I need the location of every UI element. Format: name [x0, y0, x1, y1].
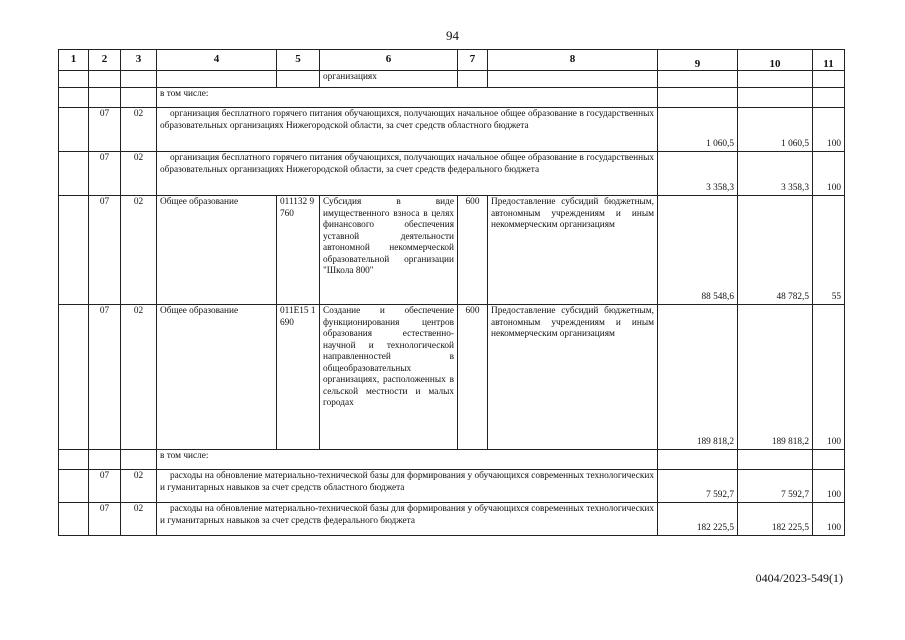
col-header: 9: [658, 50, 738, 71]
cell-expense-name: Предоставление субсидий бюджетным, автономным учреждениям и иным некоммерческим организациям: [488, 196, 658, 305]
cell-section: 07: [89, 152, 121, 196]
cell-executed: 182 225,5: [738, 503, 813, 536]
cell-executed: 189 818,2: [738, 305, 813, 450]
cell-planned: 182 225,5: [658, 503, 738, 536]
cell-planned: 88 548,6: [658, 196, 738, 305]
cell-planned: 1 060,5: [658, 108, 738, 152]
cell-executed: 7 592,7: [738, 470, 813, 503]
budget-table: [58, 49, 845, 536]
cell-planned: 7 592,7: [658, 470, 738, 503]
cell-section: 07: [89, 196, 121, 305]
cell-description: организациях: [320, 71, 458, 88]
col-header: 1: [59, 50, 89, 71]
cell-description: организация бесплатного горячего питания обучающихся, получающих начальное общее образование в государственных образовательных организациях Нижегородской области, за счет средств областного бюджета: [157, 108, 658, 152]
cell-subsection: 02: [121, 152, 157, 196]
col-header: 8: [488, 50, 658, 71]
cell-percent: 100: [813, 305, 845, 450]
cell-target-code: 011E15 1690: [277, 305, 320, 450]
cell-description: Субсидия в виде имущественного взноса в целях финансового обеспечения уставной деятельности автономной некоммерческой образовательной организации "Школа 800": [320, 196, 458, 305]
cell-name: Общее образование: [157, 305, 277, 450]
table-row: [59, 503, 845, 536]
table-row: [59, 470, 845, 503]
cell-description: организация бесплатного горячего питания обучающихся, получающих начальное общее образование в государственных образовательных организациях Нижегородской области, за счет средств федерального бюджета: [157, 152, 658, 196]
cell-expense-type: 600: [458, 196, 488, 305]
cell-planned: 3 358,3: [658, 152, 738, 196]
col-header: 4: [157, 50, 277, 71]
table-row: [59, 450, 845, 470]
header-row: [59, 50, 845, 71]
cell-subsection: 02: [121, 108, 157, 152]
cell-percent: 100: [813, 108, 845, 152]
col-header: 2: [89, 50, 121, 71]
cell-section: 07: [89, 503, 121, 536]
col-header: 10: [738, 50, 813, 71]
cell-executed: 3 358,3: [738, 152, 813, 196]
col-header: 3: [121, 50, 157, 71]
table-row: [59, 88, 845, 108]
document-code: 0404/2023-549(1): [755, 571, 843, 585]
cell-description: расходы на обновление материально-технической базы для формирования у обучающихся современных технологических и гуманитарных навыков за счет средств областного бюджета: [157, 470, 658, 503]
table-row: [59, 196, 845, 305]
cell-target-code: 011132 9760: [277, 196, 320, 305]
col-header: 11: [813, 50, 845, 71]
cell-subsection: 02: [121, 196, 157, 305]
table-row: [59, 71, 845, 88]
cell-percent: 100: [813, 503, 845, 536]
cell-executed: 1 060,5: [738, 108, 813, 152]
cell-executed: 48 782,5: [738, 196, 813, 305]
col-header: 5: [277, 50, 320, 71]
cell-section: 07: [89, 470, 121, 503]
cell-subsection: 02: [121, 305, 157, 450]
cell-percent: 55: [813, 196, 845, 305]
col-header: 6: [320, 50, 458, 71]
cell-name: Общее образование: [157, 196, 277, 305]
table-row: [59, 152, 845, 196]
col-header: 7: [458, 50, 488, 71]
cell-subheading: в том числе:: [157, 450, 658, 470]
cell-section: 07: [89, 108, 121, 152]
cell-expense-name: Предоставление субсидий бюджетным, автономным учреждениям и иным некоммерческим организациям: [488, 305, 658, 450]
page-number: 94: [446, 28, 459, 43]
cell-subheading: в том числе:: [157, 88, 658, 108]
cell-description: Создание и обеспечение функционирования центров образования естественно-научной и технологической направленностей в общеобразовательных организациях, расположенных в сельской местности и малых городах: [320, 305, 458, 450]
cell-subsection: 02: [121, 470, 157, 503]
cell-percent: 100: [813, 152, 845, 196]
cell-percent: 100: [813, 470, 845, 503]
cell-expense-type: 600: [458, 305, 488, 450]
table-row: [59, 108, 845, 152]
cell-subsection: 02: [121, 503, 157, 536]
cell-description: расходы на обновление материально-технической базы для формирования у обучающихся современных технологических и гуманитарных навыков за счет средств федерального бюджета: [157, 503, 658, 536]
cell-section: 07: [89, 305, 121, 450]
cell-planned: 189 818,2: [658, 305, 738, 450]
table-row: [59, 305, 845, 450]
